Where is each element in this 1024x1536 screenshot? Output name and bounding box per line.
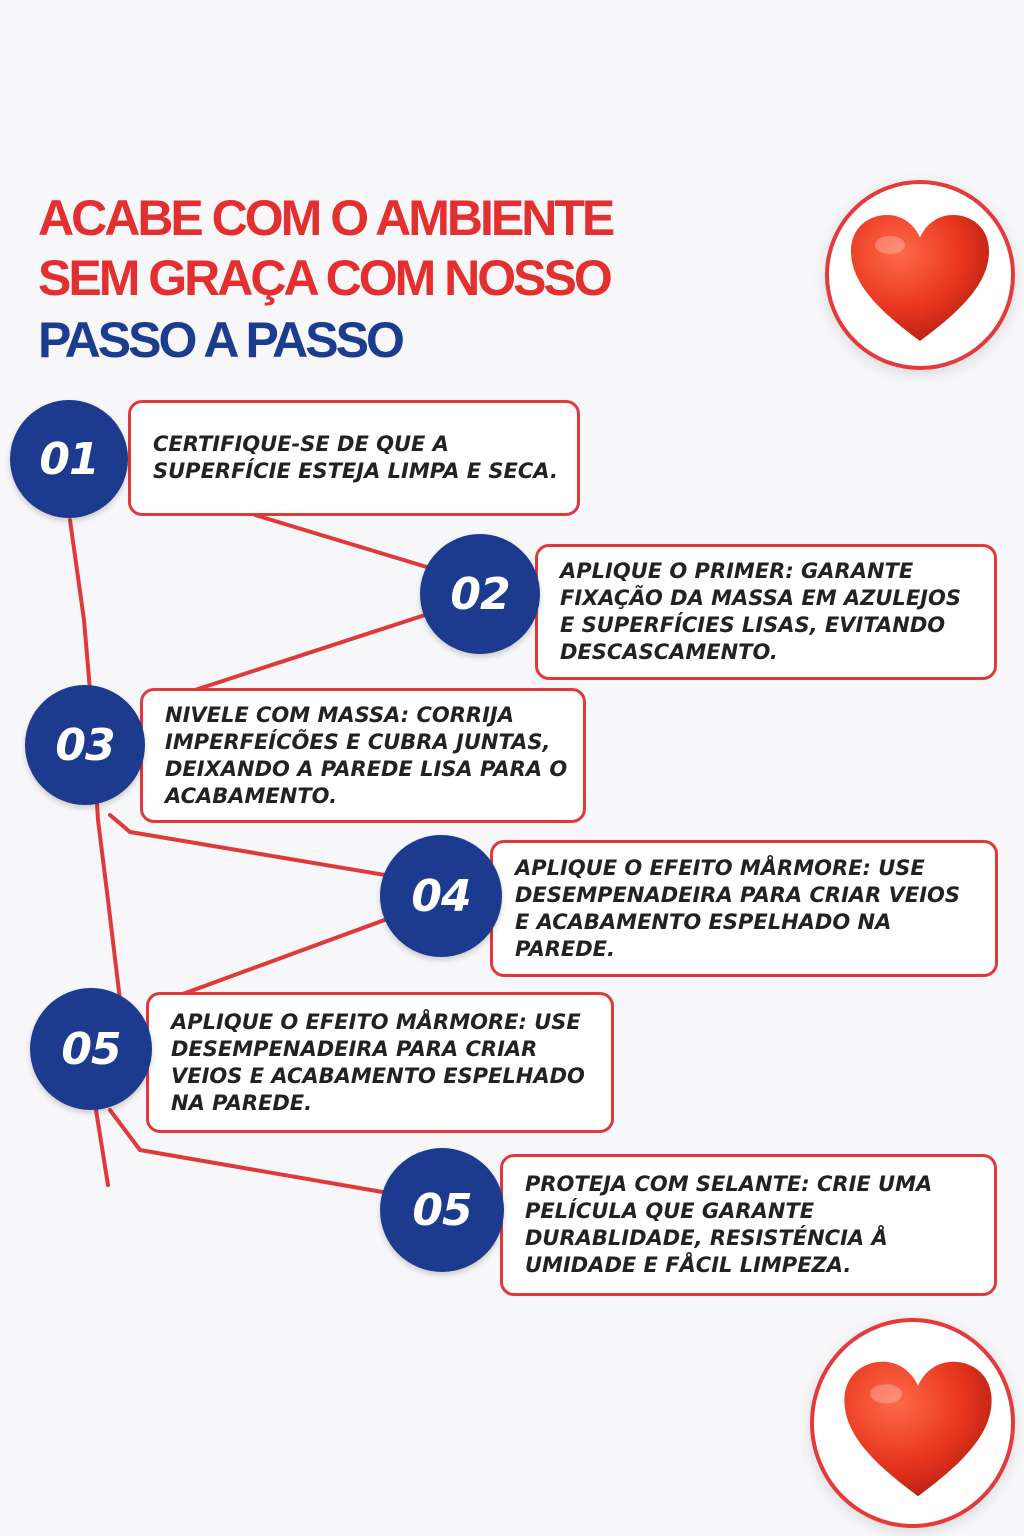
step-box-4: [490, 840, 998, 977]
title-line-1: ACABE COM O AMBIENTE: [38, 190, 613, 246]
step-number: 05: [412, 1184, 472, 1236]
step-number-badge-6: [380, 1148, 504, 1272]
step-text: CERTIFIQUE-SE DE QUE A SUPERFÍCIE ESTEJA LIMPA E SECA.: [153, 432, 558, 483]
connector-01-02: [255, 515, 430, 568]
step-number: 01: [39, 433, 99, 485]
connector-02-03: [195, 615, 425, 690]
step-box-6: [500, 1154, 997, 1296]
step-text: APLIQUE O EFEITO MÅRMORE: USE DESEMPENADEIRA PARA CRIAR VEIOS E ACABAMENTO ESPELHADO NA PAREDE.: [171, 1009, 585, 1115]
title-line-2: SEM GRAÇA COM NOSSO: [38, 250, 610, 306]
step-number: 04: [411, 870, 471, 922]
step-text: APLIQUE O PRIMER: GARANTE FIXAÇÃO DA MASSA EM AZULEJOS E SUPERFÍCIES LISAS, EVITANDO DESCASCAMENTO.: [560, 559, 961, 664]
step-box-2: [535, 544, 997, 680]
step-text: NIVELE COM MASSA: CORRIJA IMPERFEÍCÕES E CUBRA JUNTAS, DEIXANDO A PAREDE LISA PARA O ACABAMENTO.: [165, 702, 568, 808]
step-number-badge-3: [25, 685, 145, 805]
step-box-3: [140, 688, 586, 823]
step-text: PROTEJA COM SELANTE: CRIE UMA PELÍCULA QUE GARANTE DURABLIDADE, RESISTÉNCIA Å UMIDADE E FÅCIL LIMPEZA.: [525, 1172, 933, 1277]
title-line-3: PASSO A PASSO: [38, 312, 402, 368]
step-number: 03: [55, 719, 115, 771]
step-number-badge-5: [30, 988, 152, 1110]
step-number-badge-1: [10, 400, 128, 518]
step-number-badge-4: [380, 835, 502, 957]
step-text: APLIQUE O EFEITO MÅRMORE: USE DESEMPENADEIRA PARA CRIAR VEIOS E ACABAMENTO ESPELHADO NA PAREDE.: [515, 855, 960, 961]
step-number: 02: [450, 568, 510, 620]
step-number: 05: [61, 1023, 121, 1075]
connector-03-04: [110, 815, 385, 875]
connector-04-05: [180, 918, 390, 995]
step-box-5: [146, 992, 614, 1133]
step-number-badge-2: [420, 534, 540, 654]
step-box-1: [128, 400, 580, 516]
